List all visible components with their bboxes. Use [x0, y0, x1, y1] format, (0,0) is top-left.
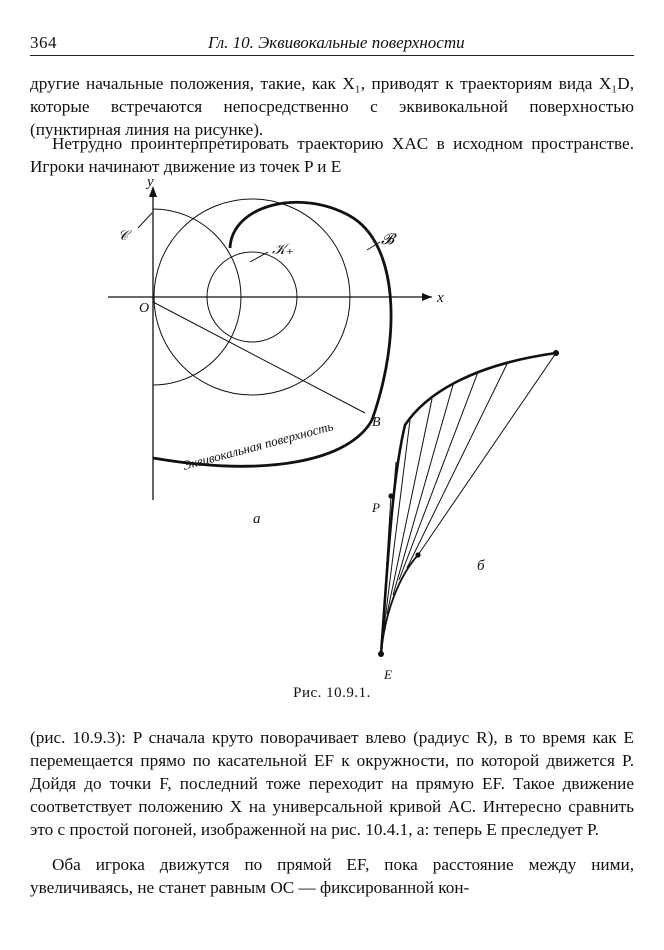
label-point-b: B: [372, 415, 381, 430]
label-panel-a: а: [253, 511, 261, 527]
paragraph-3: (рис. 10.9.3): P сначала круто поворачивает влево (радиус R), в то время как E перемещается прямо по касательной EF к окружности, по которой движется P. Дойдя до точки F, последний тоже переходит на прямую EF. Такое движение соответствует положению X на универсальной кривой AC. Интересно сравнить это с простой погоней, изображенной на рис. 10.4.1, а: теперь E преследует P.: [30, 728, 634, 839]
tangent-line: [393, 385, 453, 595]
leader-c: [138, 213, 152, 228]
dot-p: [388, 493, 393, 498]
segment-ob: [153, 302, 365, 413]
label-k-plus: 𝒦₊: [272, 242, 294, 258]
tangent-line: [383, 420, 410, 636]
label-panel-b: б: [477, 558, 485, 574]
tangent-line: [381, 462, 396, 654]
page-header: [30, 33, 634, 56]
label-equivocal: Эквивокальная поверхность: [180, 418, 335, 473]
paragraph-2: Нетрудно проинтерпретировать траекторию XAC в исходном пространстве. Игроки начинают движение из точек P и E: [30, 134, 634, 176]
label-point-e: E: [384, 667, 392, 680]
label-o: O: [139, 301, 150, 316]
panel-b: [371, 350, 559, 680]
tangent-line: [399, 372, 478, 580]
label-curve-c: 𝒞: [118, 229, 129, 244]
dot-e: [378, 651, 384, 657]
x-axis-arrow: [422, 293, 432, 301]
label-x: x: [437, 290, 444, 306]
figure-caption: Рис. 10.9.1.: [293, 685, 371, 701]
dot-mid: [415, 552, 420, 557]
running-head: Гл. 10. Эквивокальные поверхности: [208, 33, 465, 52]
leader-k: [250, 252, 268, 262]
segment-chord: [418, 353, 556, 555]
panel-a: [65, 174, 444, 527]
label-curve-b: 𝓑: [381, 232, 395, 248]
paragraph-1: другие начальные положения, такие, как X₁, приводят к траекториям вида X₁D, которые встречаются непосредственно с эквивокальной поверхностью (пунктирная линия на рисунке).: [30, 74, 634, 139]
dot-top: [553, 350, 559, 356]
label-y: y: [147, 174, 154, 190]
tangent-line: [407, 362, 508, 568]
page-number: 364: [30, 33, 57, 52]
figure-10-9-1: [0, 170, 664, 680]
paragraph-4: Оба игрока движутся по прямой EF, пока расстояние между ними, увеличиваясь, не станет равным OC — фиксированной кон-: [30, 855, 634, 897]
label-point-p: P: [372, 500, 380, 515]
tangent-lines: [381, 362, 508, 654]
